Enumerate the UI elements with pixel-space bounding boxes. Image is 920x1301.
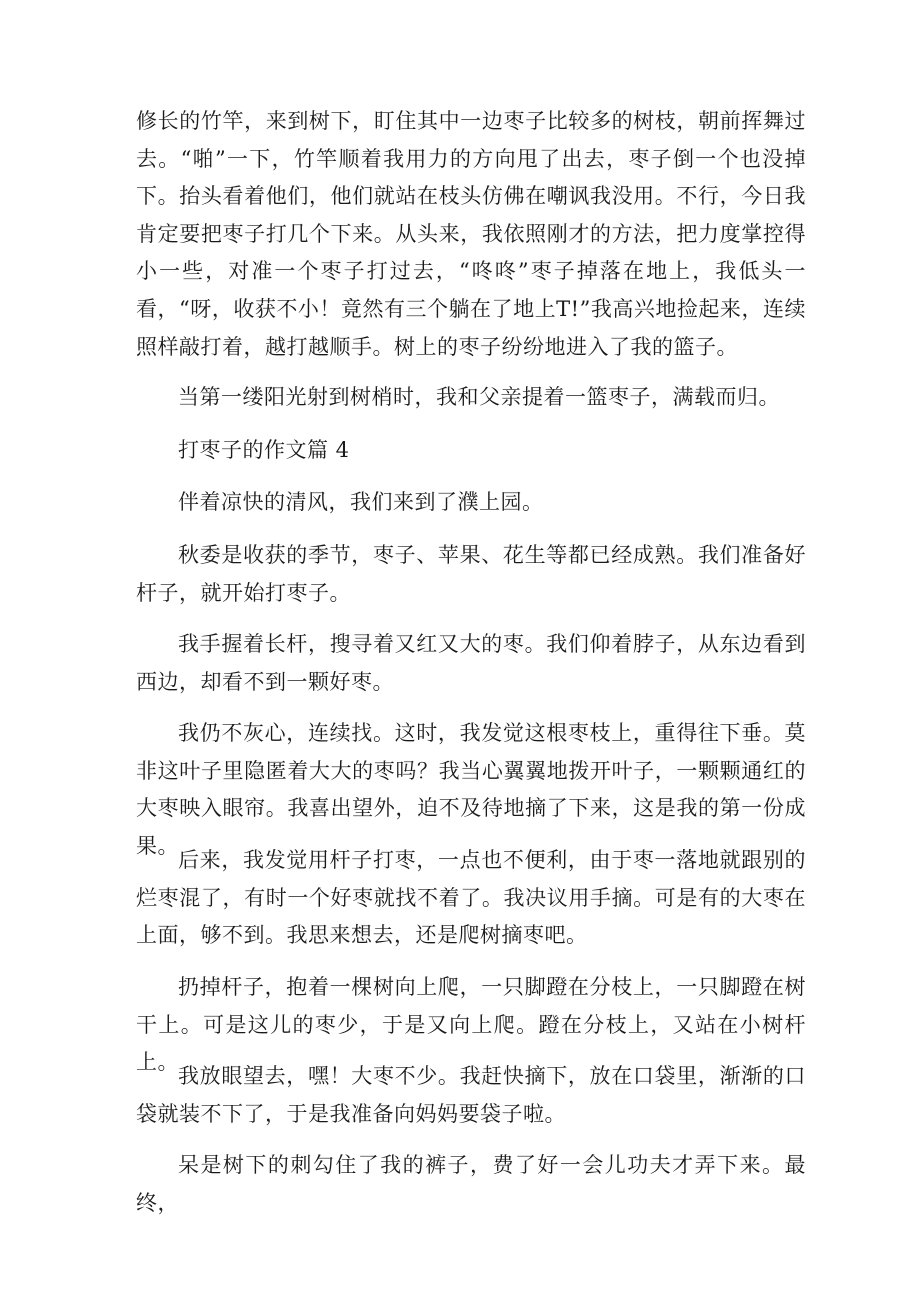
- paragraph-6: 我仍不灰心，连续找。这时，我发觉这根枣枝上，重得往下垂。莫非这叶子里隐匿着大大的枣吗？我当心翼翼地拨开叶子，一颗颗通红的大枣映入眼帘。我喜出望外，迫不及待地摘了下来，这是我的第一份成果。: [136, 721, 806, 858]
- paragraph-7: 后来，我发觉用杆子打枣，一点也不便利，由于枣一落地就跟别的烂枣混了，有时一个好枣就找不着了。我决议用手摘。可是有的大枣在上面，够不到。我思来想去，还是爬树摘枣吧。: [136, 848, 806, 948]
- paragraph-5: 我手握着长杆，搜寻着又红又大的枣。我们仰着脖子，从东边看到西边，却看不到一颗好枣。: [136, 632, 806, 694]
- paragraph-1: 修长的竹竿，来到树下，盯住其中一边枣子比较多的树枝，朝前挥舞过去。“啪”一下，竹竿顺着我用力的方向甩了出去，枣子倒一个也没掉下。抬头看着他们，他们就站在枝头仿佛在嘲讽我没用。不行，今日我肯定要把枣子打几个下来。从头来，我依照刚才的方法，把力度掌控得小一些，对准一个枣子打过去，“咚咚”枣子掉落在地上，我低头一看，“呀，收获不小！竟然有三个躺在了地上T!”我高兴地捡起来，连续照样敲打着，越打越顺手。树上的枣子纷纷地进入了我的篮子。: [136, 109, 806, 359]
- paragraph-3: 伴着凉快的清风，我们来到了濮上园。: [178, 490, 544, 514]
- paragraph-9: 我放眼望去，嘿！大枣不少。我赶快摘下，放在口袋里，渐渐的口袋就装不下了，于是我准备向妈妈要袋子啦。: [136, 1064, 806, 1126]
- paragraph-10: 呆是树下的刺勾住了我的裤子，费了好一会儿功夫才弄下来。最终，: [136, 1153, 806, 1215]
- paragraph-2: 当第一缕阳光射到树梢时，我和父亲提着一篮枣子，满载而归。: [178, 385, 780, 409]
- section-title: 打枣子的作文篇 4: [178, 438, 350, 462]
- paragraph-8: 扔掉杆子，抱着一棵树向上爬，一只脚蹬在分枝上，一只脚蹬在树干上。可是这儿的枣少，于是又向上爬。蹬在分枝上，又站在小树杆上。: [136, 975, 806, 1075]
- paragraph-4: 秋委是收获的季节，枣子、苹果、花生等都已经成熟。我们准备好杆子，就开始打枣子。: [136, 543, 806, 605]
